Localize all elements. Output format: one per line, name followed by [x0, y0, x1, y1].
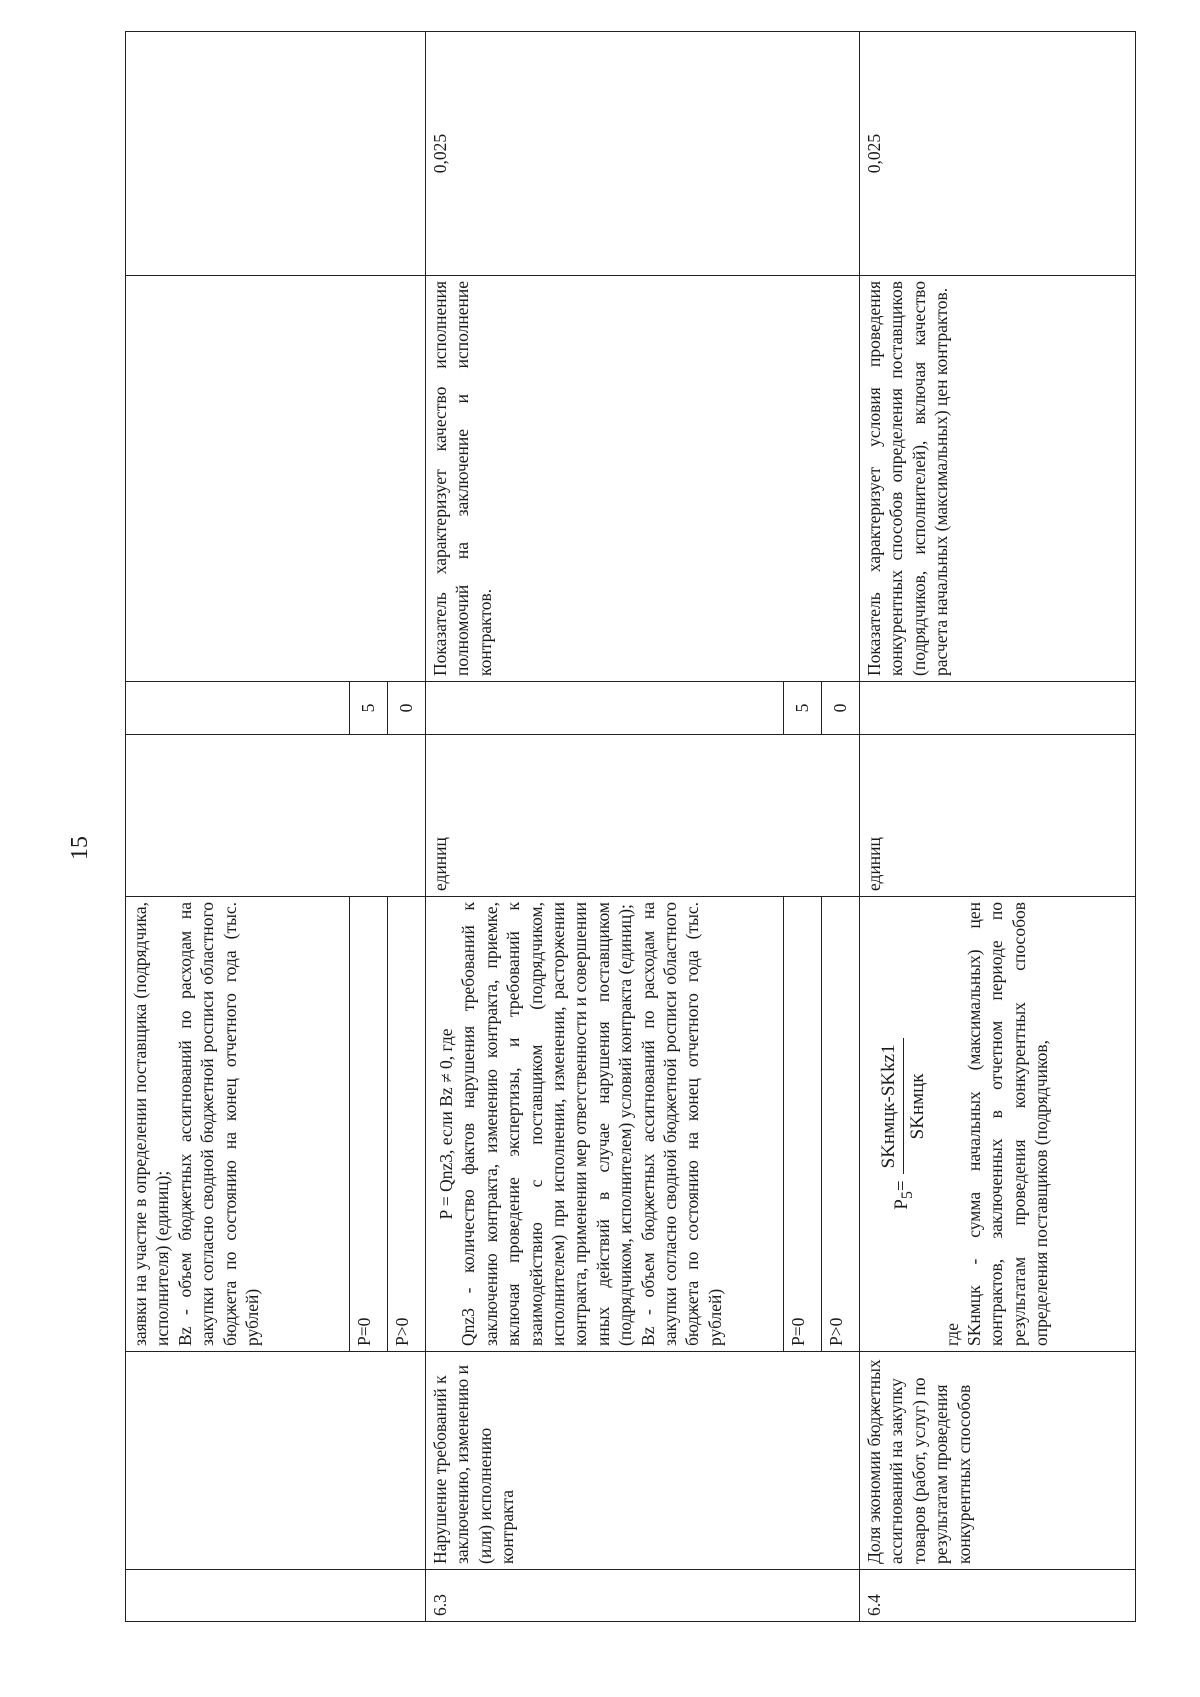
cell-unit-empty [126, 735, 426, 897]
cell-desc-empty [126, 276, 426, 682]
unit: единиц [860, 735, 1136, 897]
criteria-table [125, 31, 1136, 1622]
fraction-formula [877, 902, 931, 1346]
table-row [126, 32, 350, 1622]
cell-formula [860, 897, 1136, 1352]
definition-1: Qnz3 - количество фактов нарушения требований к заключению контракта, изменению контракта, приемке, включая проведение экспертизы, и требований к взаимодействию с поставщиком (подрядчиком, исполнителем) при исполнении, изменении, расторжении контракта, применении мер ответственности и совершении иных действий в случае нарушения поставщиком (подрядчиком, исполнителем) условий контракта (единиц); [458, 902, 636, 1346]
cell-formula [426, 897, 784, 1352]
table-row [426, 32, 784, 1622]
score-cell: 5 [784, 682, 822, 735]
weight: 0,025 [426, 32, 860, 276]
denominator: SKнмцк [907, 1073, 929, 1140]
cont-text-1: заявки на участие в определении поставщика (подрядчика, исполнителя) (единиц); [130, 902, 173, 1346]
unit: единиц [426, 735, 860, 897]
numerator: SKнмцк-SKkz1 [877, 1038, 904, 1174]
cell-score-empty [860, 682, 1136, 735]
score-cell: 0 [822, 682, 860, 735]
cond-cell: P=0 [784, 897, 822, 1352]
page-number: 15 [67, 836, 93, 860]
indicator-description: Показатель характеризует качество исполнения полномочий на заключение и исполнение контрактов. [426, 276, 860, 682]
definition-1: SKнмцк - сумма начальных (максимальных) цен контрактов, заключенных в отчетном периоде по результатам проведения конкурентных способов определения поставщиков (подрядчиков, [964, 902, 1052, 1346]
row-number: 6.4 [860, 1570, 1136, 1622]
indicator-description: Показатель характеризует условия проведения конкурентных способов определения поставщиков (подрядчиков, исполнителей), включая качество расчета начальных (максимальных) цен контрактов. [860, 276, 1136, 682]
cond-cell: P>0 [822, 897, 860, 1352]
weight: 0,025 [860, 32, 1136, 276]
formula-left: $P_5=$ [890, 1180, 916, 1210]
cell-score-empty [126, 682, 350, 735]
definition-2: Bz - объем бюджетных ассигнований по расходам на закупки согласно сводной бюджетной росписи областного бюджета по состоянию на конец отчетного года (тыс. рублей) [637, 902, 725, 1346]
score-cell: 0 [388, 682, 426, 735]
where-label: где [941, 1323, 962, 1346]
cont-text-2: Bz - объем бюджетных ассигнований по расходам на закупки согласно сводной бюджетной росписи областного бюджета по состоянию на конец отчетного года (тыс. рублей) [174, 902, 262, 1346]
cell-num-empty [126, 1570, 426, 1622]
fraction [877, 1038, 931, 1174]
cond-cell: P>0 [388, 897, 426, 1352]
formula: P = Qnz3, если Bz ≠ 0, где [436, 1028, 456, 1220]
cell-weight-empty [126, 32, 426, 276]
score-cell: 5 [350, 682, 388, 735]
indicator-name: Доля экономии бюджетных ассигнований на закупку товаров (работ, услуг) по результатам проведения конкурентных способов [860, 1352, 1136, 1570]
row-number: 6.3 [426, 1570, 860, 1622]
cell-score-empty [426, 682, 784, 735]
cell-formula-cont [126, 897, 350, 1352]
cond-cell: P=0 [350, 897, 388, 1352]
rotated-page-content [125, 32, 1135, 1622]
cell-name-empty [126, 1352, 426, 1570]
indicator-name: Нарушение требований к заключению, изменению и (или) исполнению контракта [426, 1352, 860, 1570]
table-row [860, 32, 1136, 1622]
